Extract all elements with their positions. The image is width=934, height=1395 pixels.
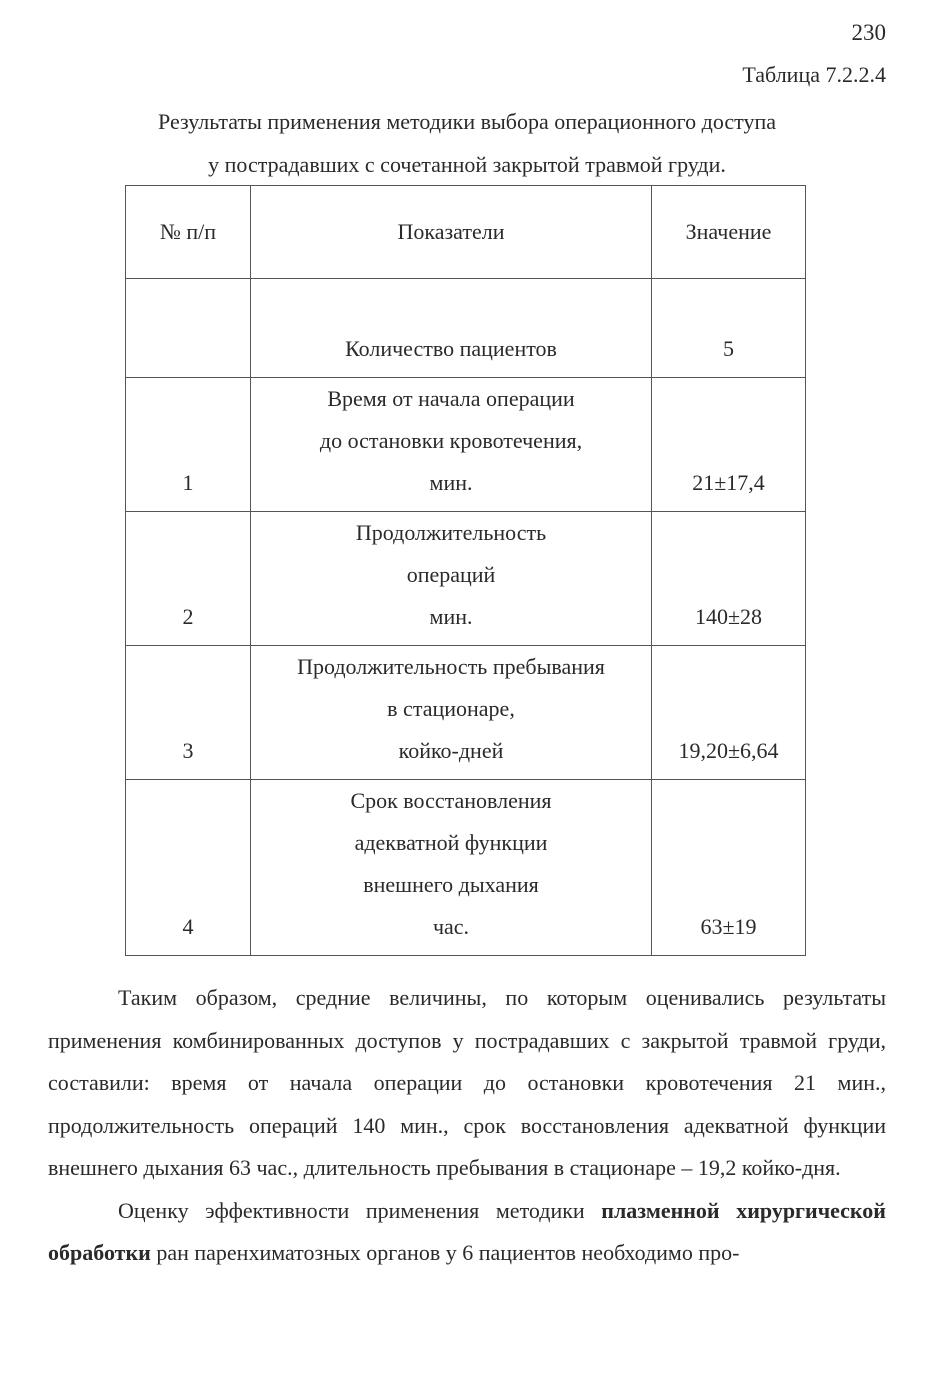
indicator-line: час. <box>432 914 470 939</box>
row-indicator <box>251 780 652 956</box>
row-value: 63±19 <box>652 780 806 956</box>
header-indicator: Показатели <box>251 186 652 279</box>
row-value: 5 <box>652 279 806 378</box>
paragraph-summary: Таким образом, средние величины, по которым оценивались результаты применения комбинированных доступов у пострадавших с закрытой травмой груди, составили: время от начала операции до остановки кровотечения 21 мин., продолжительность операций 140 мин., срок восстановления адекватной функции внешнего дыхания 63 час., длительность пребывания в стационаре – 19,2 койко-дня. <box>48 985 886 1180</box>
paragraph-plasma-start: Оценку эффективности применения методики <box>118 1197 602 1223</box>
row-value: 19,20±6,64 <box>652 646 806 780</box>
header-num: № п/п <box>126 186 251 279</box>
indicator-line: Продолжительность <box>355 520 547 545</box>
row-num: 2 <box>126 512 251 646</box>
table-number: Таблица 7.2.2.4 <box>742 62 886 87</box>
row-indicator <box>251 646 652 780</box>
results-table <box>125 185 806 956</box>
row-num <box>126 279 251 378</box>
table-row <box>126 279 806 378</box>
body-text <box>48 977 886 1275</box>
indicator-line: Срок восстановления <box>350 788 552 813</box>
page-number: 230 <box>851 20 886 45</box>
row-indicator <box>251 512 652 646</box>
paragraph-plasma-bold: плазменной хирургической обработки <box>48 1197 886 1265</box>
row-indicator <box>251 279 652 378</box>
table-row <box>126 512 806 646</box>
indicator-line: внешнего дыхания <box>363 872 539 897</box>
table-row <box>126 780 806 956</box>
caption-line-1: Результаты применения методики выбора операционного доступа <box>158 109 776 134</box>
indicator-line: адекватной функции <box>354 830 548 855</box>
indicator-line: операций <box>406 562 496 587</box>
indicator-line: койко-дней <box>398 738 504 763</box>
row-num: 1 <box>126 378 251 512</box>
indicator-line: Время от начала операции <box>327 386 575 411</box>
indicator-line: мин. <box>429 470 473 495</box>
table-row <box>126 378 806 512</box>
indicator-line: до остановки кровотечения, <box>319 428 583 453</box>
header-value: Значение <box>652 186 806 279</box>
table-caption <box>60 100 874 186</box>
paragraph-plasma-end: ран паренхиматозных органов у 6 пациентов необходимо про- <box>150 1240 740 1265</box>
indicator-line: Продолжительность пребывания <box>297 654 605 679</box>
paragraph-plasma <box>48 1190 886 1275</box>
indicator-line: Количество пациентов <box>345 336 557 361</box>
caption-line-2: у пострадавших с сочетанной закрытой травмой груди. <box>208 152 726 177</box>
row-num: 3 <box>126 646 251 780</box>
table-header-row <box>126 186 806 279</box>
table-row <box>126 646 806 780</box>
row-value: 21±17,4 <box>652 378 806 512</box>
row-num: 4 <box>126 780 251 956</box>
indicator-line: в стационаре, <box>387 696 515 721</box>
indicator-line: мин. <box>429 604 473 629</box>
row-indicator <box>251 378 652 512</box>
row-value: 140±28 <box>652 512 806 646</box>
